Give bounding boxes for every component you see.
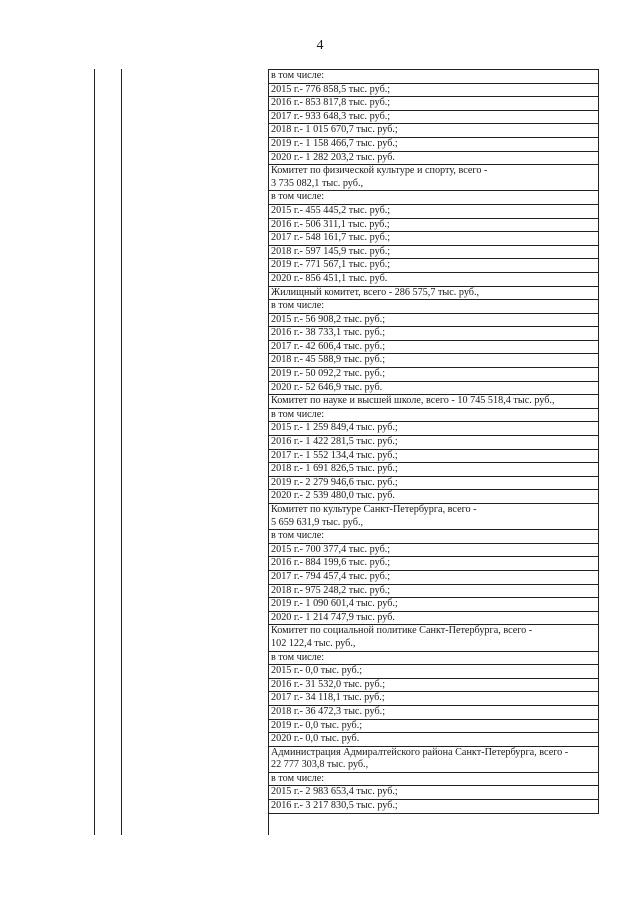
table-row: 2015 г.- 2 983 653,4 тыс. руб.; [268,786,598,800]
table-column-title [120,69,269,835]
table-row: 2020 г.- 1 214 747,9 тыс. руб. [268,612,598,626]
table-row: 2015 г.- 1 259 849,4 тыс. руб.; [268,422,598,436]
table-row: 2018 г.- 36 472,3 тыс. руб.; [268,706,598,720]
table-row: Администрация Адмиралтейского района Санкт-Петербурга, всего - 22 777 303,8 тыс. руб., [268,747,598,773]
table-row: в том числе: [268,530,598,544]
table-row: Комитет по физической культуре и спорту, всего - 3 735 082,1 тыс. руб., [268,165,598,191]
table-row: 2015 г.- 0,0 тыс. руб.; [268,665,598,679]
table-row: 2019 г.- 2 279 946,6 тыс. руб.; [268,477,598,491]
table-row: 2018 г.- 597 145,9 тыс. руб.; [268,246,598,260]
table-column-content [268,69,599,814]
table-row: 2019 г.- 0,0 тыс. руб.; [268,720,598,734]
table-row: 2017 г.- 794 457,4 тыс. руб.; [268,571,598,585]
table-row: 2019 г.- 50 092,2 тыс. руб.; [268,368,598,382]
table-row: 2015 г.- 776 858,5 тыс. руб.; [268,84,598,98]
table-row: 2018 г.- 1 691 826,5 тыс. руб.; [268,463,598,477]
table-row: 2015 г.- 455 445,2 тыс. руб.; [268,205,598,219]
table-row: 2016 г.- 1 422 281,5 тыс. руб.; [268,436,598,450]
table-row: 2017 г.- 42 606,4 тыс. руб.; [268,341,598,355]
table-row: 2019 г.- 1 158 466,7 тыс. руб.; [268,138,598,152]
table-row: 2016 г.- 506 311,1 тыс. руб.; [268,219,598,233]
table-row: в том числе: [268,652,598,666]
table-row: 2020 г.- 52 646,9 тыс. руб. [268,382,598,396]
table-row: 2017 г.- 1 552 134,4 тыс. руб.; [268,450,598,464]
page-number: 4 [316,38,324,53]
table-row: 2016 г.- 38 733,1 тыс. руб.; [268,327,598,341]
table-row: 2015 г.- 56 908,2 тыс. руб.; [268,314,598,328]
table-row: 2016 г.- 3 217 830,5 тыс. руб.; [268,800,598,814]
table-row: Жилищный комитет, всего - 286 575,7 тыс. руб., [268,287,598,301]
table-row: 2016 г.- 884 199,6 тыс. руб.; [268,557,598,571]
table-row: 2018 г.- 45 588,9 тыс. руб.; [268,354,598,368]
table-row: 2018 г.- 1 015 670,7 тыс. руб.; [268,124,598,138]
table-row: 2020 г.- 856 451,1 тыс. руб. [268,273,598,287]
table-row: Комитет по социальной политике Санкт-Петербурга, всего - 102 122,4 тыс. руб., [268,625,598,651]
table-row: 2016 г.- 853 817,8 тыс. руб.; [268,97,598,111]
table-row: 2020 г.- 1 282 203,2 тыс. руб. [268,152,598,166]
table-row: в том числе: [268,773,598,787]
table-row: 2019 г.- 771 567,1 тыс. руб.; [268,259,598,273]
table-row: Комитет по науке и высшей школе, всего - 10 745 518,4 тыс. руб., [268,395,598,409]
table-row: 2017 г.- 933 648,3 тыс. руб.; [268,111,598,125]
table-row: в том числе: [268,191,598,205]
table-row: 2020 г.- 0,0 тыс. руб. [268,733,598,747]
table-column-number [94,69,122,835]
table-row: 2018 г.- 975 248,2 тыс. руб.; [268,585,598,599]
table-row: 2019 г.- 1 090 601,4 тыс. руб.; [268,598,598,612]
table-row: 2016 г.- 31 532,0 тыс. руб.; [268,679,598,693]
table-row: 2015 г.- 700 377,4 тыс. руб.; [268,544,598,558]
table-row: Комитет по культуре Санкт-Петербурга, всего - 5 659 631,9 тыс. руб., [268,504,598,530]
table-row: в том числе: [268,70,598,84]
table-row: в том числе: [268,409,598,423]
table-row: 2020 г.- 2 539 480,0 тыс. руб. [268,490,598,504]
table-row: 2017 г.- 548 161,7 тыс. руб.; [268,232,598,246]
table-row: в том числе: [268,300,598,314]
table-row: 2017 г.- 34 118,1 тыс. руб.; [268,692,598,706]
